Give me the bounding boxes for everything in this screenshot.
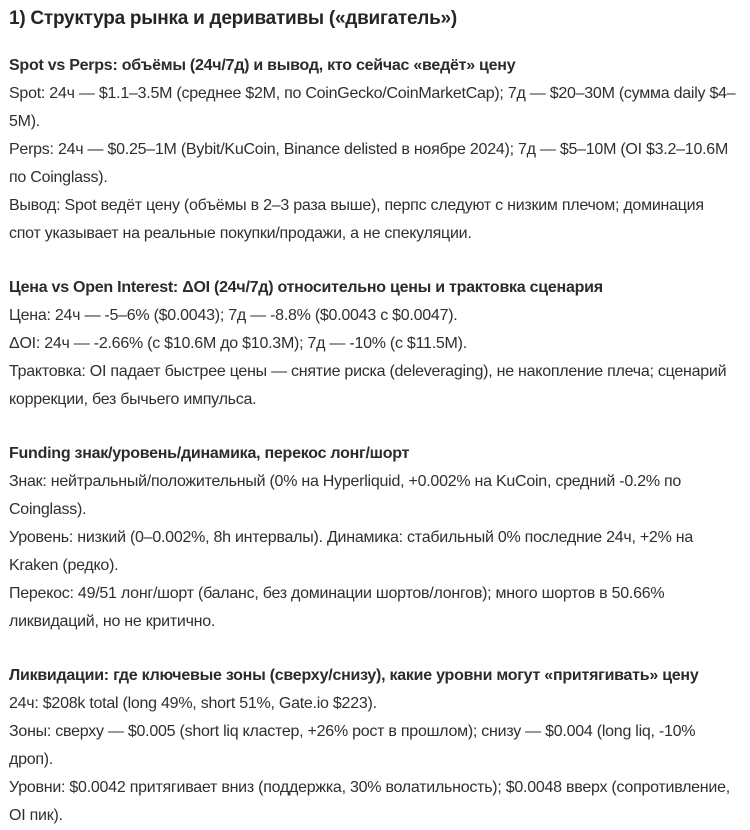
section-funding: [9, 440, 738, 636]
paragraph-perps: Perps: 24ч — $0.25–1M (Bybit/KuCoin, Binance delisted в ноябре 2024); 7д — $5–10M (OI $3.2–10.6M по Coinglass).: [9, 141, 729, 186]
section-spot-vs-perps: [9, 52, 738, 248]
paragraph-price: Цена: 24ч — -5–6% ($0.0043); 7д — -8.8% ($0.0043 с $0.0047).: [9, 307, 458, 324]
section-price-vs-open-interest: [9, 274, 738, 414]
section-heading: Spot vs Perps: объёмы (24ч/7д) и вывод, кто сейчас «ведёт» цену: [9, 57, 516, 74]
paragraph-znak: Знак: нейтральный/положительный (0% на Hyperliquid, +0.002% на KuCoin, средний -0.2% по Coinglass).: [9, 473, 682, 518]
section-heading: Ликвидации: где ключевые зоны (сверху/снизу), какие уровни могут «притягивать» цену: [9, 667, 699, 684]
section-heading: Цена vs Open Interest: ΔOI (24ч/7д) относительно цены и трактовка сценария: [9, 279, 603, 296]
paragraph-traktovka: Трактовка: OI падает быстрее цены — снятие риска (deleveraging), не накопление плеча; сценарий коррекции, без бычьего импульса.: [9, 363, 727, 408]
paragraph-perekos: Перекос: 49/51 лонг/шорт (баланс, без доминации шортов/лонгов); много шортов в 50.66% ликвидаций, но не критично.: [9, 585, 665, 630]
paragraph-vyvod: Вывод: Spot ведёт цену (объёмы в 2–3 раза выше), перпс следуют с низким плечом; доминация спот указывает на реальные покупки/продажи, а не спекуляции.: [9, 197, 704, 242]
paragraph-spot: Spot: 24ч — $1.1–3.5M (среднее $2M, по CoinGecko/CoinMarketCap); 7д — $20–30M (сумма daily $4–5M).: [9, 85, 736, 130]
section-heading: Funding знак/уровень/динамика, перекос лонг/шорт: [9, 445, 410, 462]
paragraph-zony: Зоны: сверху — $0.005 (short liq кластер, +26% рост в прошлом); снизу — $0.004 (long liq, -10% дроп).: [9, 723, 696, 768]
section-liquidations: [9, 662, 738, 830]
paragraph-delta-oi: ΔOI: 24ч — -2.66% (с $10.6M до $10.3M); 7д — -10% (с $11.5M).: [9, 335, 467, 352]
paragraph-24h-total: 24ч: $208k total (long 49%, short 51%, Gate.io $223).: [9, 695, 377, 712]
paragraph-urovni: Уровни: $0.0042 притягивает вниз (поддержка, 30% волатильность); $0.0048 вверх (сопротивление, OI пик).: [9, 779, 730, 824]
page-title: 1) Структура рынка и деривативы («двигатель»): [9, 8, 457, 29]
paragraph-uroven: Уровень: низкий (0–0.002%, 8h интервалы). Динамика: стабильный 0% последние 24ч, +2% на Kraken (редко).: [9, 529, 693, 574]
